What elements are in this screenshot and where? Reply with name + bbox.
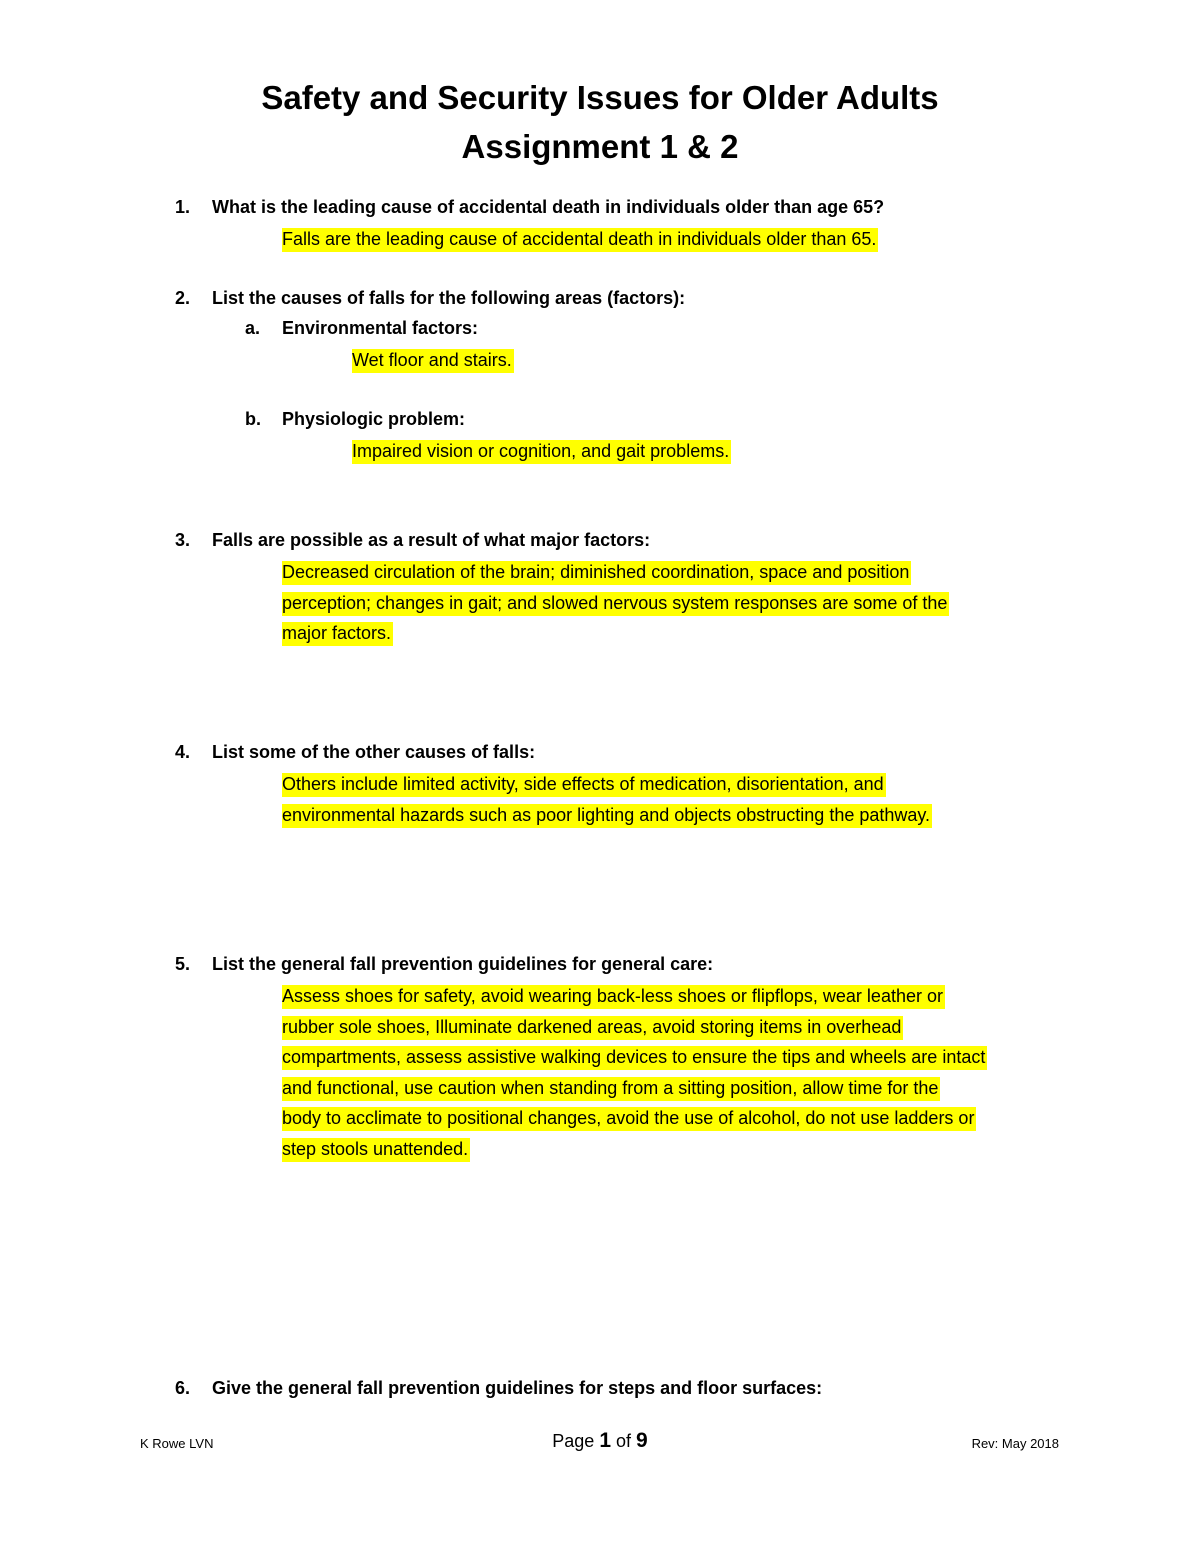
question-text: List the causes of falls for the following areas (factors): <box>212 288 686 308</box>
answer-1 <box>282 224 878 255</box>
answer-line: major factors. <box>282 622 393 646</box>
question-number: 5. <box>175 954 191 974</box>
question-1 <box>175 195 884 219</box>
question-text: List the general fall prevention guidelines for general care: <box>212 954 714 974</box>
page-label: Page <box>552 1431 595 1451</box>
page-total: 9 <box>636 1429 648 1452</box>
question-4 <box>175 740 535 764</box>
subquestion-letter: a. <box>245 318 261 338</box>
answer-line: rubber sole shoes, Illuminate darkened areas, avoid storing items in overhead <box>282 1016 903 1040</box>
answer-line: Impaired vision or cognition, and gait problems. <box>352 440 731 464</box>
subquestion-text: Environmental factors: <box>282 318 479 338</box>
answer-line: step stools unattended. <box>282 1138 470 1162</box>
answer-line: Wet floor and stairs. <box>352 349 514 373</box>
document-subtitle: Assignment 1 & 2 <box>461 128 739 165</box>
question-text: List some of the other causes of falls: <box>212 742 536 762</box>
answer-2b <box>352 436 731 467</box>
answer-5 <box>282 981 1062 1164</box>
question-6 <box>175 1376 822 1400</box>
document-title: Safety and Security Issues for Older Adults <box>261 79 939 116</box>
page-of-label: of <box>616 1431 632 1451</box>
question-number: 4. <box>175 742 191 762</box>
subquestion-text: Physiologic problem: <box>282 409 466 429</box>
page-current: 1 <box>599 1429 611 1452</box>
question-number: 3. <box>175 530 191 550</box>
footer-revision: Rev: May 2018 <box>971 1436 1059 1451</box>
answer-line: environmental hazards such as poor lighting and objects obstructing the pathway. <box>282 804 932 828</box>
answer-4 <box>282 769 1042 830</box>
answer-line: Decreased circulation of the brain; diminished coordination, space and position <box>282 561 911 585</box>
question-number: 2. <box>175 288 191 308</box>
subquestion-letter: b. <box>245 409 261 429</box>
answer-line: Assess shoes for safety, avoid wearing back-less shoes or flipflops, wear leather or <box>282 985 945 1009</box>
question-text: Give the general fall prevention guidelines for steps and floor surfaces: <box>212 1378 823 1398</box>
answer-line: compartments, assess assistive walking devices to ensure the tips and wheels are intact <box>282 1046 987 1070</box>
question-3 <box>175 528 650 552</box>
answer-line: perception; changes in gait; and slowed nervous system responses are some of the <box>282 592 949 616</box>
answer-line: body to acclimate to positional changes, avoid the use of alcohol, do not use ladders or <box>282 1107 976 1131</box>
answer-2a <box>352 345 514 376</box>
subquestion-b <box>245 407 465 431</box>
question-5 <box>175 952 713 976</box>
subquestion-a <box>245 316 478 340</box>
answer-line: Others include limited activity, side effects of medication, disorientation, and <box>282 773 886 797</box>
answer-line: and functional, use caution when standing from a sitting position, allow time for the <box>282 1077 940 1101</box>
question-2 <box>175 286 685 310</box>
footer-author: K Rowe LVN <box>140 1436 214 1451</box>
answer-line: Falls are the leading cause of accidental death in individuals older than 65. <box>282 228 878 252</box>
question-text: What is the leading cause of accidental death in individuals older than age 65? <box>212 197 885 217</box>
answer-3 <box>282 557 1042 649</box>
question-text: Falls are possible as a result of what major factors: <box>212 530 651 550</box>
question-number: 6. <box>175 1378 191 1398</box>
question-number: 1. <box>175 197 191 217</box>
